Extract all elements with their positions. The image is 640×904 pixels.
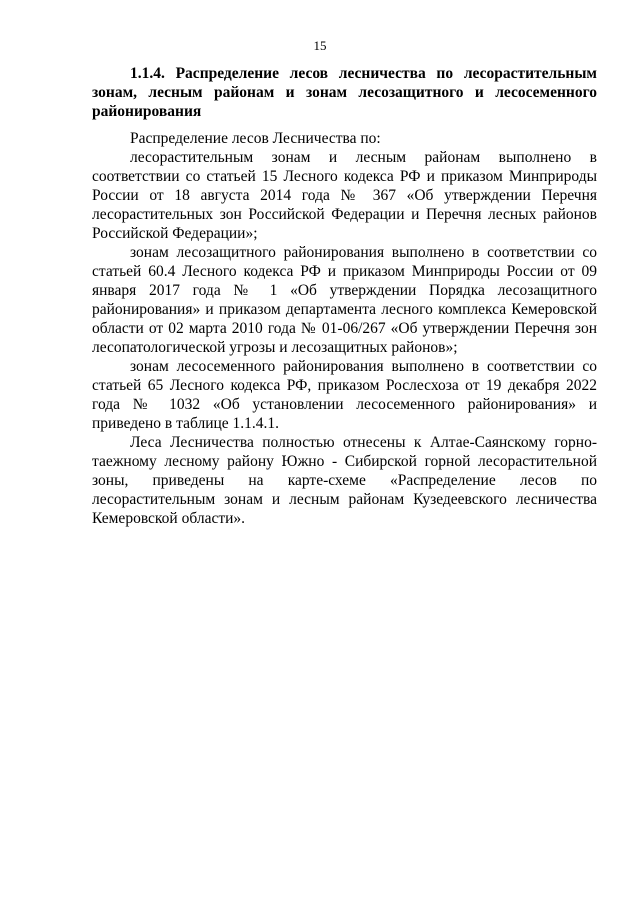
paragraph-forest-zones: лесорастительным зонам и лесным районам выполнено в соответствии со статьей 15 Лесного кодекса РФ и приказом Минприроды России от 18 августа 2014 года № 367 «Об утверждении Перечня лесорастительных зон Российской Федерации и Перечня лесных районов Российской Федерации»; xyxy=(92,149,597,242)
section-body xyxy=(92,129,597,528)
page-number: 15 xyxy=(313,38,327,53)
paragraph-seed-zoning: зонам лесосеменного районирования выполнено в соответствии со статьей 65 Лесного кодекса РФ, приказом Рослесхоза от 19 декабря 2022 года № 1032 «Об установлении лесосеменного районирования» и приведено в таблице 1.1.4.1. xyxy=(92,358,597,432)
section-heading: 1.1.4. Распределение лесов лесничества по лесорастительным зонам, лесным районам и зонам лесозащитного и лесосеменного районирования xyxy=(92,65,597,120)
paragraph-protection-zoning: зонам лесозащитного районирования выполнено в соответствии со статьей 60.4 Лесного кодекса РФ и приказом Минприроды России от 09 января 2017 года № 1 «Об утверждении Порядка лесозащитного районирования» и приказом департамента лесного комплекса Кемеровской области от 02 марта 2010 года № 01-06/267 «Об утверждении Перечня зон лесопатологической угрозы и лесозащитных районов»; xyxy=(92,244,597,356)
paragraph-intro: Распределение лесов Лесничества по: xyxy=(130,130,381,147)
paragraph-forest-assignment: Леса Лесничества полностью отнесены к Алтае-Саянскому горно-таежному лесному району Южно - Сибирской горной лесорастительной зоны, приведены на карте-схеме «Распределение лесов по лесорастительным зонам и лесным районам Кузедеевского лесничества Кемеровской области». xyxy=(92,434,597,527)
